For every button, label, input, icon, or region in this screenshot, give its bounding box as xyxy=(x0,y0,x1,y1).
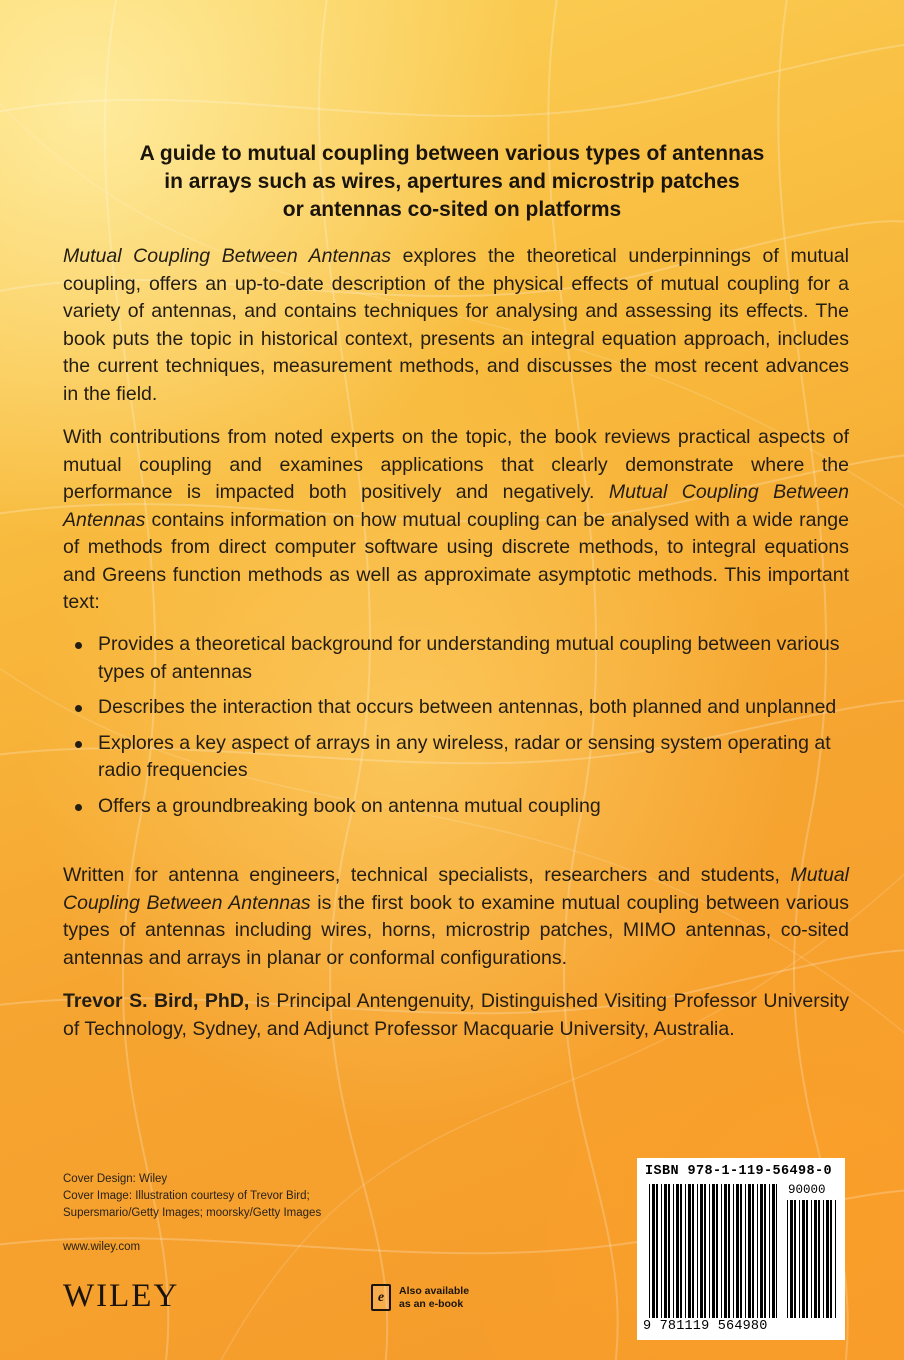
barcode-bar xyxy=(740,1184,742,1318)
headline-line-3: or antennas co-sited on platforms xyxy=(282,198,622,221)
barcode-bar xyxy=(799,1200,800,1318)
bullet-item: Explores a key aspect of arrays in any wireless, radar or sensing system operating at radio frequencies xyxy=(63,730,849,785)
ebook-line-1: Also available xyxy=(399,1284,470,1297)
feature-bullet-list xyxy=(63,631,849,828)
barcode-bar xyxy=(661,1184,662,1318)
barcode-bar xyxy=(664,1184,667,1318)
headline xyxy=(62,140,842,224)
barcode-bar xyxy=(724,1184,727,1318)
bullet-item: Describes the interaction that occurs between antennas, both planned and unplanned xyxy=(63,694,849,722)
audience-text-before: Written for antenna engineers, technical specialists, researchers and students, xyxy=(63,864,791,886)
bullet-dot-icon xyxy=(75,804,82,811)
barcode-bar xyxy=(748,1184,751,1318)
contributions-text-after: contains information on how mutual coupling can be analysed with a wide range of methods from direct computer software using discrete methods, to integral equations and Greens function methods as well as approximate asymptotic methods. This important text: xyxy=(63,508,849,613)
barcode-bar xyxy=(790,1200,793,1318)
credit-line: Cover Image: Illustration courtesy of Trevor Bird; xyxy=(63,1190,310,1202)
barcode-bar xyxy=(721,1184,722,1318)
contributions-text-before: With contributions from noted experts on the topic, the book reviews practical aspects of mutual coupling and examines applications that clearly demonstrate where the performance is impacted both positively and negatively. xyxy=(63,426,849,503)
barcode-bar xyxy=(769,1184,770,1318)
price-code: 90000 xyxy=(788,1183,826,1197)
barcode-bar xyxy=(806,1200,808,1318)
barcode-bar xyxy=(652,1184,655,1318)
barcode-bar xyxy=(668,1184,670,1318)
author-name: Trevor S. Bird, PhD, xyxy=(63,990,250,1012)
barcode-bar xyxy=(656,1184,658,1318)
barcode-bar xyxy=(794,1200,796,1318)
barcode-bar xyxy=(826,1200,829,1318)
barcode-bar xyxy=(757,1184,758,1318)
wiley-logo: WILEY xyxy=(63,1278,180,1314)
bullet-dot-icon xyxy=(75,741,82,748)
bullet-dot-icon xyxy=(75,642,82,649)
author-bio-text: is Principal Antengenuity, Distinguished Visiting Professor University of Technology, Sydney, and Adjunct Professor Macquarie University, Australia. xyxy=(63,990,849,1040)
ebook-notice xyxy=(371,1284,469,1311)
barcode-bar xyxy=(712,1184,715,1318)
barcode-bar xyxy=(802,1200,805,1318)
bullet-dot-icon xyxy=(75,705,82,712)
barcode-bar xyxy=(649,1184,650,1318)
book-title-italic: Mutual Coupling Between Antennas xyxy=(63,481,849,531)
barcode-bar xyxy=(835,1200,836,1318)
barcode-bar xyxy=(680,1184,682,1318)
barcode-bar xyxy=(818,1200,820,1318)
ebook-line-2: as an e-book xyxy=(399,1297,464,1310)
barcode-bars xyxy=(637,1158,845,1340)
barcode-digits: 9 781119 564980 xyxy=(643,1319,768,1334)
barcode-bar xyxy=(823,1200,824,1318)
barcode-bar xyxy=(733,1184,734,1318)
barcode-bar xyxy=(704,1184,706,1318)
barcode-bar xyxy=(697,1184,698,1318)
headline-line-2: in arrays such as wires, apertures and microstrip patches xyxy=(164,170,740,193)
barcode-bar xyxy=(764,1184,766,1318)
ebook-icon: e xyxy=(371,1284,391,1311)
barcode-bar xyxy=(760,1184,763,1318)
cover-credits xyxy=(63,1171,443,1222)
barcode-bar xyxy=(728,1184,730,1318)
barcode-bar xyxy=(676,1184,679,1318)
barcode-bar xyxy=(709,1184,710,1318)
credit-line: Cover Design: Wiley xyxy=(63,1173,168,1185)
barcode-bar xyxy=(811,1200,812,1318)
barcode-bar xyxy=(830,1200,832,1318)
barcode-bar xyxy=(814,1200,817,1318)
barcode-bar xyxy=(716,1184,718,1318)
barcode-bar xyxy=(685,1184,686,1318)
barcode-bar xyxy=(776,1184,777,1318)
book-title-italic: Mutual Coupling Between Antennas xyxy=(63,864,849,914)
headline-line-1: A guide to mutual coupling between various types of antennas xyxy=(139,142,765,165)
barcode-bar xyxy=(700,1184,703,1318)
isbn-barcode xyxy=(637,1158,845,1340)
barcode-bar xyxy=(787,1200,788,1318)
barcode-bar xyxy=(688,1184,691,1318)
barcode-bar xyxy=(752,1184,754,1318)
intro-paragraph xyxy=(63,243,849,408)
credit-line: Supersmario/Getty Images; moorsky/Getty Images xyxy=(63,1207,322,1219)
barcode-bar xyxy=(692,1184,694,1318)
bullet-item: Provides a theoretical background for understanding mutual coupling between various types of antennas xyxy=(63,631,849,686)
barcode-bar xyxy=(736,1184,739,1318)
book-title-italic: Mutual Coupling Between Antennas xyxy=(63,245,392,267)
barcode-bar xyxy=(673,1184,674,1318)
barcode-bar xyxy=(745,1184,746,1318)
bullet-item: Offers a groundbreaking book on antenna mutual coupling xyxy=(63,793,849,821)
barcode-bar xyxy=(772,1184,775,1318)
publisher-website: www.wiley.com xyxy=(63,1241,141,1253)
contributions-paragraph xyxy=(63,424,849,617)
audience-paragraph xyxy=(63,862,849,972)
isbn-label: ISBN 978-1-119-56498-0 xyxy=(645,1164,833,1179)
audience-text-after: is the first book to examine mutual coupling between various types of antennas including wires, horns, microstrip patches, MIMO antennas, co-sited antennas and arrays in planar or conformal configurations. xyxy=(63,891,849,969)
author-bio xyxy=(63,988,849,1043)
intro-text: explores the theoretical underpinnings of mutual coupling, offers an up-to-date description of the physical effects of mutual coupling for a variety of antennas, and contains techniques for analysing and assessing its effects. The book puts the topic in historical context, presents an integral equation approach, includes the current techniques, measurement methods, and discusses the most recent advances in the field. xyxy=(63,245,849,405)
